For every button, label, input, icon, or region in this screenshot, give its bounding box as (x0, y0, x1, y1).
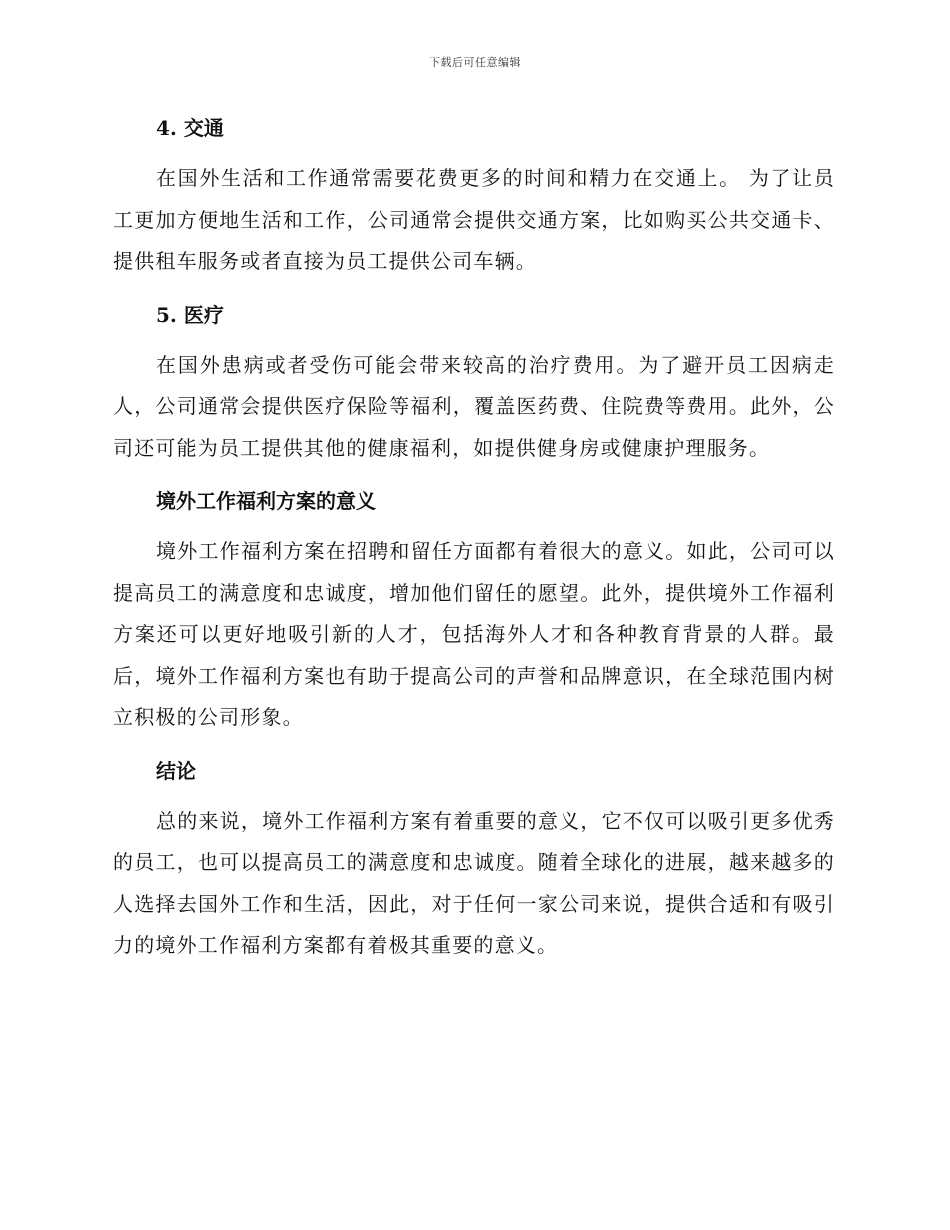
section-heading: 结论 (156, 758, 196, 783)
section-conclusion (113, 751, 835, 967)
section-paragraph: 在国外生活和工作通常需要花费更多的时间和精力在交通上。 为了让员工更加方便地生活和工作，公司通常会提供交通方案，比如购买公共交通卡、提供租车服务或者直接为员工提供公司车辆。 (113, 166, 835, 273)
section-heading: 5. 医疗 (156, 302, 224, 327)
section-paragraph: 境外工作福利方案在招聘和留任方面都有着很大的意义。如此，公司可以提高员工的满意度和忠诚度，增加他们留任的愿望。此外，提供境外工作福利方案还可以更好地吸引新的人才，包括海外人才和各种教育背景的人群。最后，境外工作福利方案也有助于提高公司的声誉和品牌意识，在全球范围内树立积极的公司形象。 (113, 539, 835, 729)
section-significance (113, 481, 835, 739)
document-body (113, 108, 835, 979)
section-paragraph: 总的来说，境外工作福利方案有着重要的意义，它不仅可以吸引更多优秀的员工，也可以提高员工的满意度和忠诚度。随着全球化的进展，越来越多的人选择去国外工作和生活，因此，对于任何一家公司来说，提供合适和有吸引力的境外工作福利方案都有着极其重要的意义。 (113, 808, 835, 957)
section-heading: 4. 交通 (156, 116, 224, 140)
section-medical (113, 295, 835, 470)
section-paragraph: 在国外患病或者受伤可能会带来较高的治疗费用。为了避开员工因病走人，公司通常会提供医疗保险等福利，覆盖医药费、住院费等费用。此外，公司还可能为员工提供其他的健康福利，如提供健身房或健康护理服务。 (113, 352, 835, 460)
section-heading: 境外工作福利方案的意义 (156, 489, 376, 513)
header-note: 下载后可任意编辑 (429, 56, 521, 69)
section-transport (113, 108, 835, 283)
